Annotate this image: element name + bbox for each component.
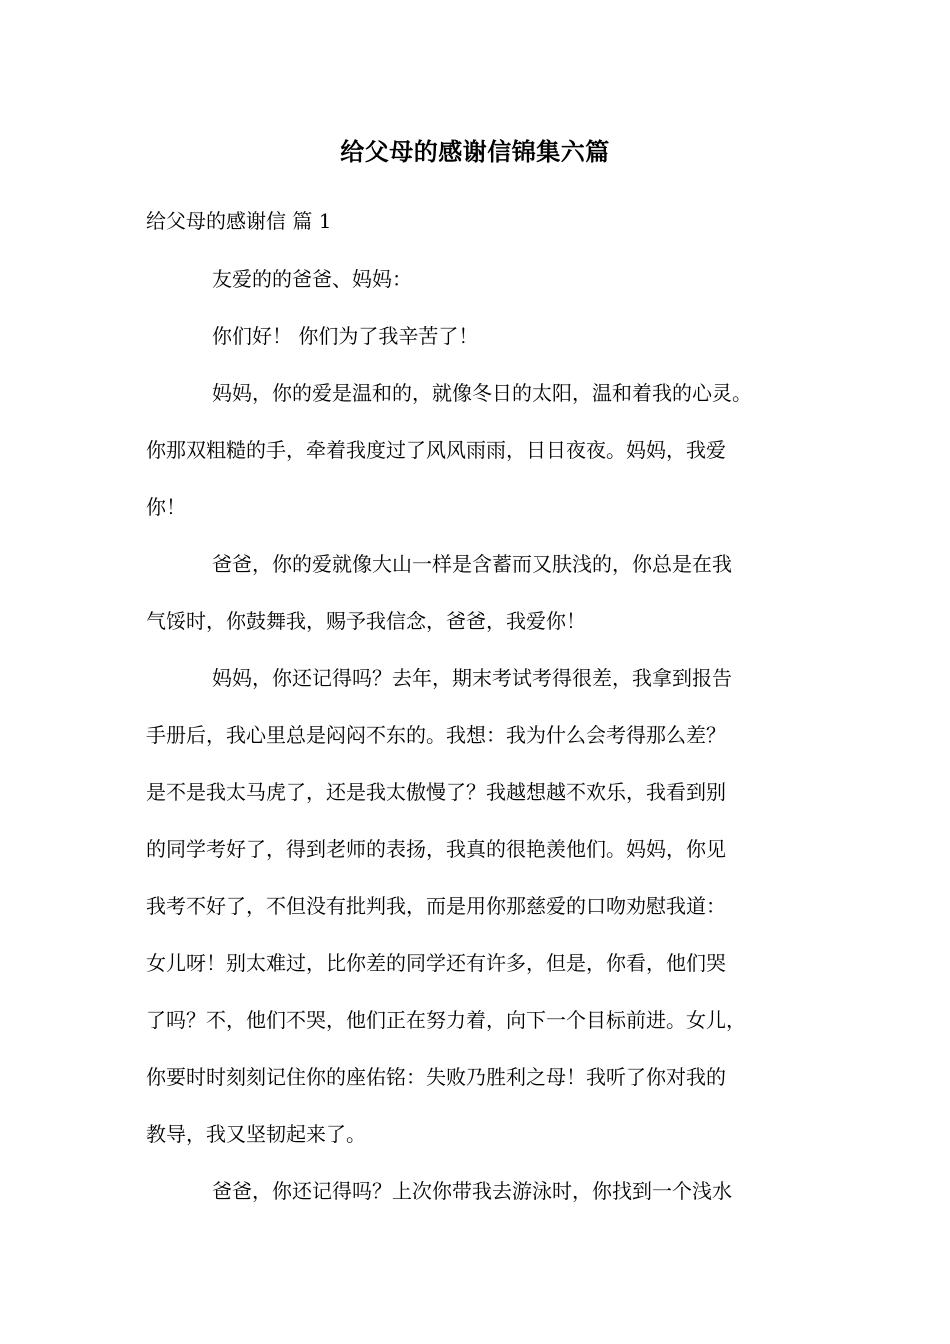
paragraph-line: 的同学考好了，得到老师的表扬，我真的很艳羡他们。妈妈，你见 (146, 837, 726, 861)
section-heading: 给父母的感谢信 篇 1 (146, 209, 332, 233)
paragraph-line: 气馁时，你鼓舞我，赐予我信念，爸爸，我爱你！ (146, 609, 586, 633)
paragraph-line: 妈妈，你还记得吗？去年，期末考试考得很差，我拿到报告 (212, 666, 732, 690)
document-title: 给父母的感谢信锦集六篇 (340, 137, 610, 166)
paragraph-line: 了吗？不，他们不哭，他们正在努力着，向下一个目标前进。女儿， (146, 1008, 746, 1032)
paragraph-line: 是不是我太马虎了，还是我太傲慢了？我越想越不欢乐，我看到别 (146, 780, 726, 804)
paragraph-line: 女儿呀！别太难过，比你差的同学还有许多，但是，你看，他们哭 (146, 951, 726, 975)
paragraph-line: 爸爸，你还记得吗？上次你带我去游泳时，你找到一个浅水 (212, 1179, 732, 1203)
paragraph-line: 我考不好了，不但没有批判我，而是用你那慈爱的口吻劝慰我道： (146, 894, 726, 918)
salutation-line: 友爱的的爸爸、妈妈： (212, 267, 412, 291)
paragraph-line: 你要时时刻刻记住你的座佑铭：失败乃胜利之母！我听了你对我的 (146, 1065, 726, 1089)
paragraph-line: 你！ (146, 495, 186, 519)
paragraph-line: 手册后，我心里总是闷闷不东的。我想：我为什么会考得那么差？ (146, 723, 726, 747)
greeting-line: 你们好！ 你们为了我辛苦了！ (212, 324, 479, 348)
paragraph-line: 你那双粗糙的手，牵着我度过了风风雨雨，日日夜夜。妈妈，我爱 (146, 438, 726, 462)
paragraph-line: 爸爸，你的爱就像大山一样是含蓄而又肤浅的，你总是在我 (212, 552, 732, 576)
paragraph-line: 教导，我又坚韧起来了。 (146, 1122, 366, 1146)
paragraph-line: 妈妈，你的爱是温和的，就像冬日的太阳，温和着我的心灵。 (212, 381, 752, 405)
